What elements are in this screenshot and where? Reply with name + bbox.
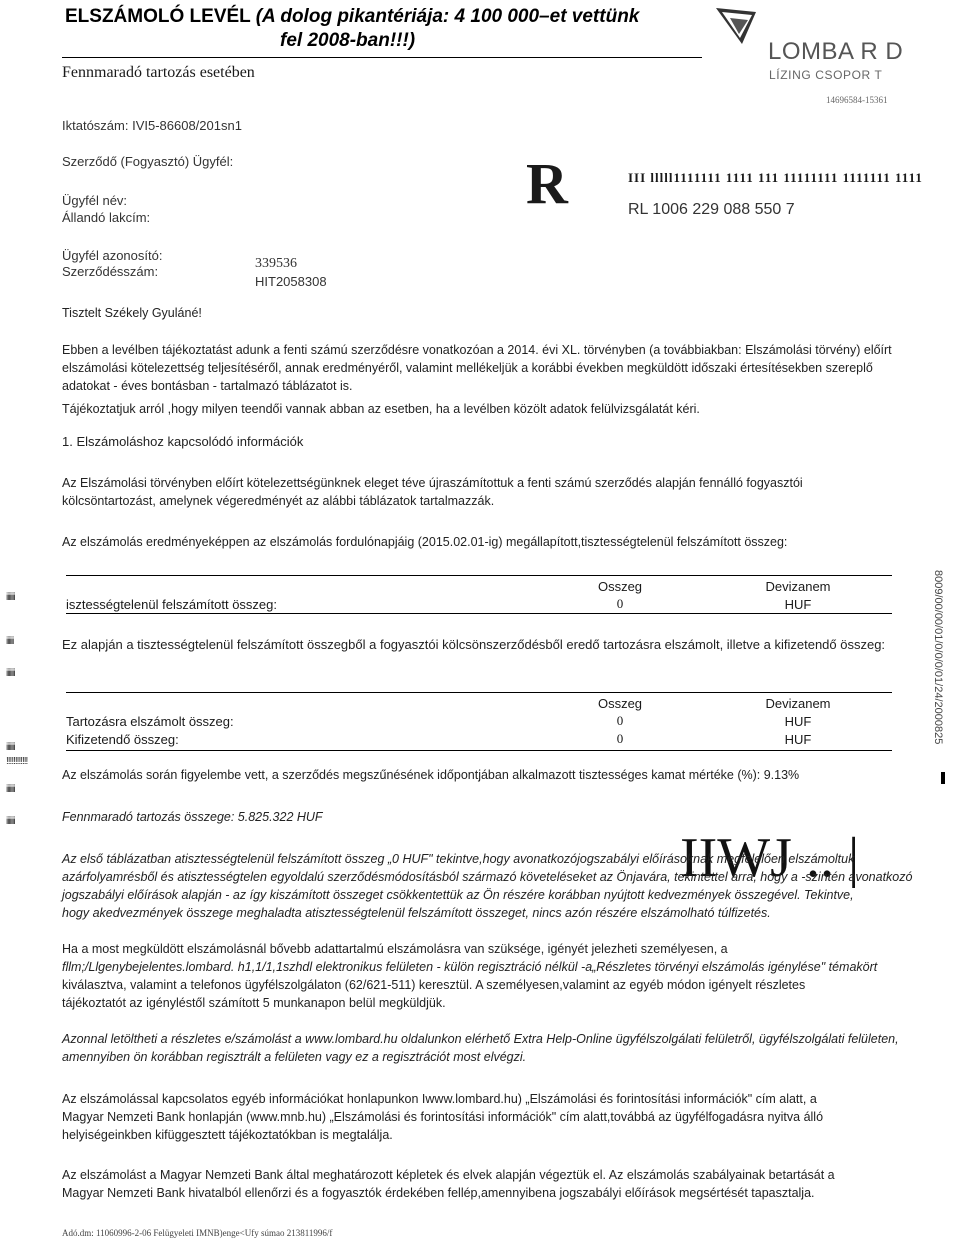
paragraph-4-line: jogszabályi előírások alapján - az így kiszámított összeget csökkentettük az Ön részére korábban nyújtott kedvezmények összegével. Tekintve, <box>62 888 854 902</box>
title-underline <box>62 57 702 58</box>
table2-row-value: 0 <box>616 713 624 728</box>
barcode: III lllll1111111 1111 111 11111111 1111111 1111 <box>628 170 923 185</box>
company-name: LOMBA R D <box>768 38 904 65</box>
table-2 <box>64 694 894 748</box>
paragraph-7-line: Az elszámolással kapcsolatos egyéb információkat honlapunkon Iwww.lombard.hu) „Elszámolási és forintosítási információk" cím alatt, a <box>62 1092 817 1106</box>
paragraph-4-line: azárfolyamrésből és atisztességtelen egyoldalú szerződésmódosításból származó követeléseket az Önjavára, tekintettel arra, hogy a -szintén avonatkozó <box>62 870 913 884</box>
paragraph-3: Ez alapján a tisztességtelenül felszámított összegből a fogyasztói kölcsönszerződésből eredő tartozásra elszámolt, illetve a kifizetendő összeg: <box>62 637 886 652</box>
lombard-logo-icon <box>712 4 762 50</box>
table-row <box>64 712 894 730</box>
margin-mark: iiiiiii <box>6 784 15 795</box>
registered-mark: R <box>526 151 568 216</box>
greeting: Tisztelt Székely Gyuláné! <box>62 306 202 320</box>
inform-paragraph: Tájékoztatjuk arról ,hogy milyen teendői vannak abban az esetben, ha a levélben közölt adatok felülvizsgálatát kéri. <box>62 402 700 416</box>
paragraph-7 <box>62 1090 823 1144</box>
szerzodesszam-label: Szerződésszám: <box>62 264 159 279</box>
table2-row-currency: HUF <box>784 731 812 747</box>
barcode-number: RL 1006 229 088 550 7 <box>628 201 795 218</box>
paragraph-5-line: Ha a most megküldött elszámolásnál bővebb adattartalmú elszámolásra van szüksége, igényét jelezheti személyesen, a <box>62 942 728 956</box>
paragraph-2: Az elszámolás eredményeképpen az elszámolás fordulónapjáig (2015.02.01-ig) megállapított,tisztességtelenül felszámított összeg: <box>62 535 788 549</box>
table-row <box>64 730 894 748</box>
paragraph-1: Az Elszámolási törvényben előírt kötelezettségünknek eleget téve újraszámítottuk a fenti számú szerződés alapján fennálló fogyasztói kölcsöntartozást, amelynek végeredményét az alábbi táblázatok tartalmazzák. <box>62 476 803 508</box>
paragraph-7-line: Magyar Nemzeti Bank honlapján (www.mnb.hu) „Elszámolási és forintosítási információk" cím alatt,továbbá az ügyfélfogadásra nyitva álló <box>62 1110 824 1124</box>
margin-mark: iiiiiii <box>6 742 15 753</box>
vertical-code: 8009/00/00/01/0/0/0/01/24/2000825 <box>932 570 944 745</box>
margin-mark: iiiiiii <box>6 592 15 603</box>
remaining-debt: Fennmaradó tartozás összege: 5.825.322 HUF <box>62 810 323 824</box>
paragraph-4-line: hogy akedvezmények összege meghaladta atisztességtelenül felszámított összeget, nincs azón részére elszámolható túlfizetés. <box>62 906 771 920</box>
table2-col-devizanem: Devizanem <box>765 695 831 711</box>
paragraph-6-line: Azonnal letöltheti a részletes e/számolást a www.lombard.hu oldalunkon elérhető Extra Help-Online ügyfélszolgálati felületről, ügyfélszolgálati felületen, <box>62 1032 899 1046</box>
intro-paragraph: Ebben a levélben tájékoztatást adunk a fenti számú szerződésre vonatkozóan a 2014. évi XL. törvényben (a továbbiakban: Elszámolási törvény) előírt elszámolási kötelezettség teljesítéséről, annak eredményéről, valamint mellékeljük a korábbi években megküldött időszaki értesítésekben szereplő adatokat - éves bontásban - tartalmazó táblázatot is. <box>62 343 892 393</box>
iktatoszam: Iktatószám: IVI5-86608/201sn1 <box>62 118 242 133</box>
margin-mark: iiiiiii <box>6 668 15 679</box>
paragraph-7-line: helyiségeinkben kifüggesztett tájékoztatókban is megtalálja. <box>62 1128 393 1142</box>
table1-row-currency: HUF <box>784 596 812 612</box>
paragraph-5 <box>62 940 877 1012</box>
margin-tick <box>941 772 945 784</box>
table2-row-value: 0 <box>616 731 624 746</box>
table1-row-label: isztességtelenül felszámított összeg: <box>66 596 277 612</box>
interest-rate: Az elszámolás során figyelembe vett, a szerződés megszűnésének időpontjában alkalmazott tisztességes kamat mértéke (%): 9.13% <box>62 768 800 782</box>
margin-mark: !!!!!!!!!!!! <box>6 756 28 767</box>
table2-row-label: Kifizetendő összeg: <box>66 731 179 747</box>
company-subtitle: LÍZING CSOPOR T <box>769 68 883 82</box>
paragraph-5-line: kiválasztva, valamint a telefonos ügyfélszolgálaton (62/621-511) keresztül. A személyesen,valamint az egyéb módon igényelt részletes <box>62 978 806 992</box>
table1-row-value: 0 <box>616 596 624 611</box>
paragraph-8-line: Magyar Nemzeti Bank hivatalból ellenőrzi és a fogyasztók érdekében fellép,amennyibena jogszabályi előírások megsértését tapasztalja. <box>62 1186 815 1200</box>
ugyfel-azonosito-label: Ügyfél azonosító: <box>62 248 163 263</box>
paragraph-4 <box>62 850 912 922</box>
title-main: ELSZÁMOLÓ LEVÉL <box>65 6 251 27</box>
szerzodo-label: Szerződő (Fogyasztó) Ügyfél: <box>62 154 234 169</box>
margin-mark: iiiiiii <box>6 816 15 827</box>
paragraph-4-line: Az első táblázatban atisztességtelenül felszámított összeg „0 HUF" tekintve,hogy avonatkozójogszabályi előírásoknak megfelelően elszámoltuk <box>62 852 855 866</box>
lakcim-label: Állandó lakcím: <box>62 210 151 225</box>
paragraph-5-line: fllm;/Llgenybejelentes.lombard. h1,1/1,1szhdl elektronikus felületen - külön regisztráció nélkül -a„Részletes törvényi elszámolás igénylése" témakört <box>62 960 878 974</box>
reference-number: 14696584-15361 <box>826 95 888 105</box>
table1-col-osszeg: Osszeg <box>597 578 643 594</box>
paragraph-5-line: tájékoztatót az igényléstől számított 5 munkanapon belül megküldjük. <box>62 996 446 1010</box>
footer: Adó.dm: 11060996-2-06 Felügyeleti IMNB)enge<Ufy súmao 213811996/f <box>62 1228 333 1238</box>
table1-bottom-rule <box>66 613 892 614</box>
table1-col-devizanem: Devizanem <box>765 578 831 594</box>
table2-bottom-rule <box>66 750 892 751</box>
table2-row-currency: HUF <box>784 713 812 729</box>
ugyfel-nev-label: Ügyfél név: <box>62 193 128 208</box>
paragraph-6 <box>62 1030 899 1066</box>
paragraph-6-line: amennyiben ön korábban regisztrált a felületen vagy ez a regisztrációt most elvégzi. <box>62 1050 527 1064</box>
title-italic-2: fel 2008-ban!!!) <box>280 30 416 51</box>
szerzodesszam-value: HIT2058308 <box>255 274 327 289</box>
paragraph-8-line: Az elszámolást a Magyar Nemzeti Bank által meghatározott képletek és elvek alapján végeztük el. Az elszámolás szabályainak betartását a <box>62 1168 835 1182</box>
letter-title <box>65 6 639 28</box>
margin-mark: iiiiii <box>6 636 14 647</box>
handwritten-scribble: IIWJ .. | <box>680 827 860 889</box>
subtitle: Fennmaradó tartozás esetében <box>62 64 255 81</box>
section-1-heading: 1. Elszámoláshoz kapcsolódó információk <box>62 434 304 449</box>
paragraph-8 <box>62 1166 835 1202</box>
table2-row-label: Tartozásra elszámolt összeg: <box>66 713 234 729</box>
table2-col-osszeg: Osszeg <box>597 695 643 711</box>
table-1 <box>64 577 894 613</box>
title-italic-1: (A dolog pikantériája: 4 100 000–et vettünk <box>255 6 640 27</box>
table1-top-rule <box>66 575 892 576</box>
table2-top-rule <box>66 692 892 693</box>
ugyfel-azonosito-value: 339536 <box>255 256 297 271</box>
